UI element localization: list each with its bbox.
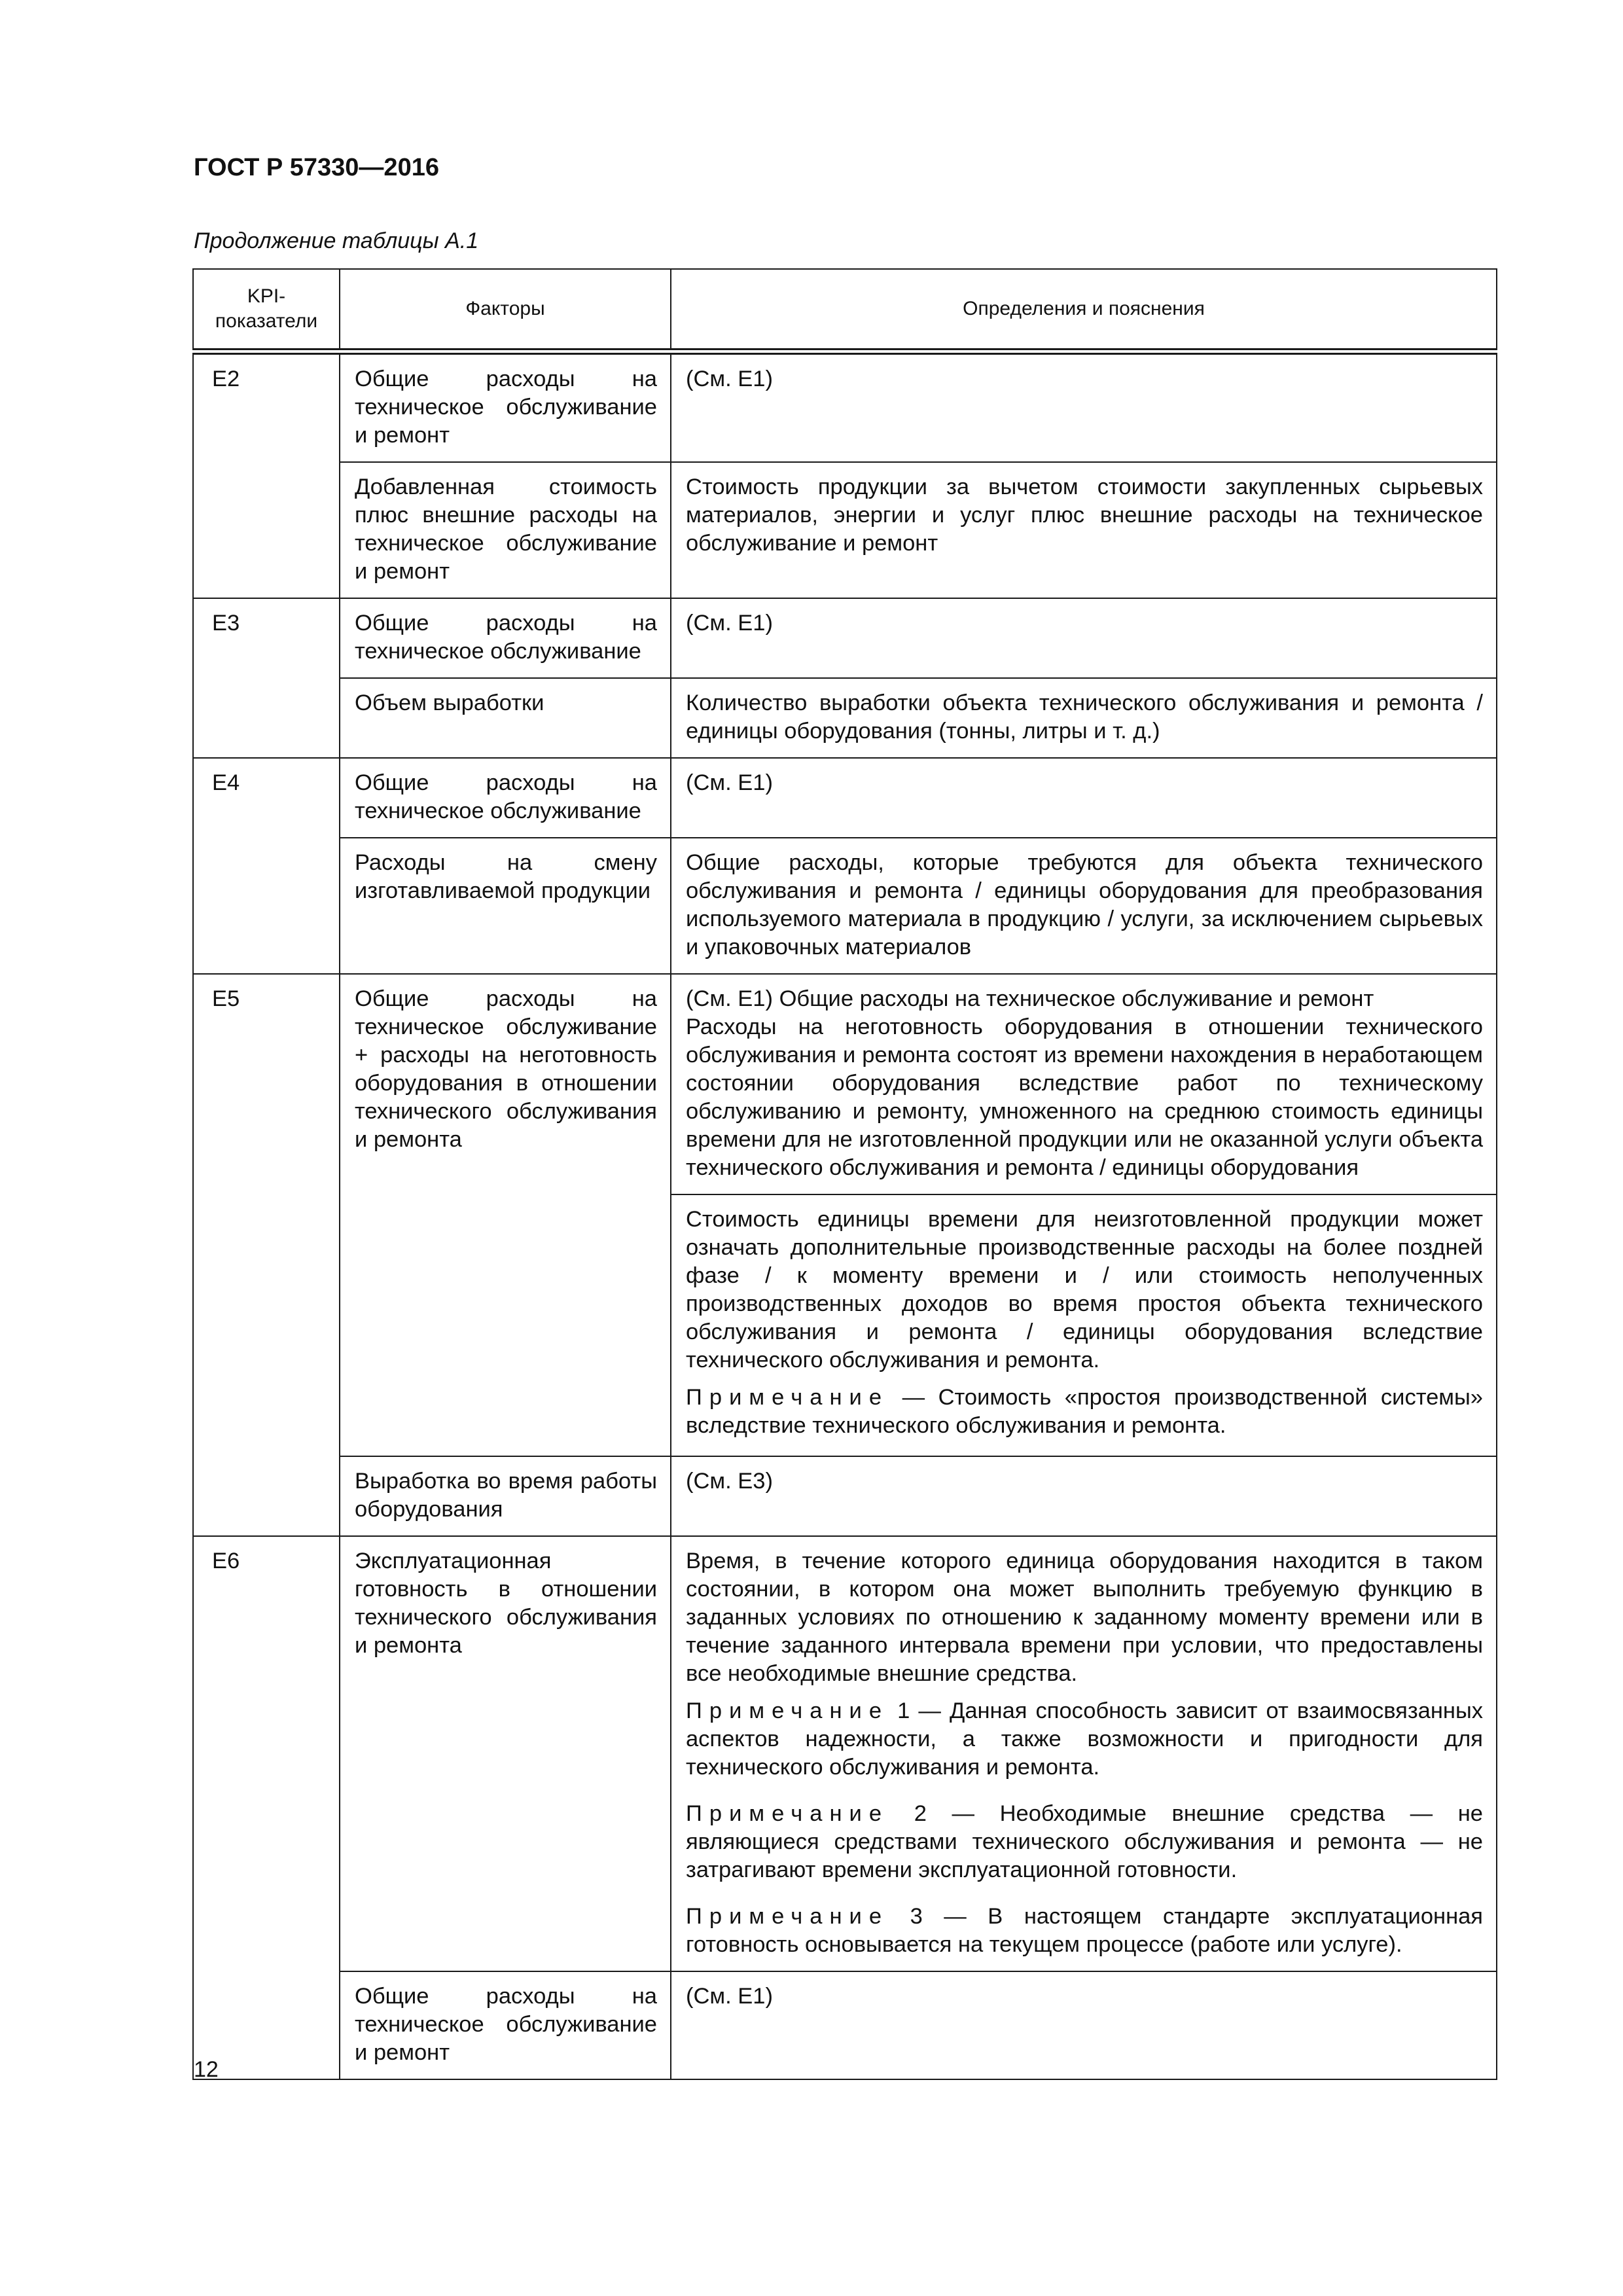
definition-text: Время, в течение которого единица оборудования находится в таком состоянии, в котором она может выполнить требуемую функцию в заданных условиях по отношению к заданному моменту времени или в течение заданного интервала времени при условии, что предоставлены все необходимые внешние средства. (686, 1549, 1483, 1686)
table-row (193, 838, 1497, 974)
definition-text: Стоимость единицы времени для неизготовленной продукции может означать дополнительные производственные расходы на более поздней фазе / к моменту времени и / или стоимость неполученных производственных доходов во время простоя объекта технического обслуживания и ремонта / единицы оборудования вследствие технического обслуживания и ремонта. (686, 1207, 1483, 1372)
factor-cell: Расходы на смену изготавливаемой продукции (340, 838, 671, 974)
factor-cell: Общие расходы на техническое обслуживание (340, 598, 671, 678)
definition-text: (См. Е1) Общие расходы на техническое обслуживание и ремонт (686, 986, 1374, 1011)
definition-text: (См. Е1) (686, 770, 773, 795)
definition-cell (671, 838, 1497, 974)
definition-text: Расходы на неготовность оборудования в отношении технического обслуживания и ремонта состоят из времени нахождения в неработающем состоянии оборудования вследствие работ по техническому обслуживанию и ремонту, умноженного на среднюю стоимость единицы времени для не изготовленной продукции или не оказанной услуги объекта технического обслуживания и ремонта / единицы оборудования (686, 1014, 1483, 1180)
definition-text: Стоимость продукции за вычетом стоимости закупленных сырьевых материалов, энергии и услуг плюс внешние расходы на техническое обслуживание и ремонт (686, 475, 1483, 556)
factor-cell: Общие расходы на техническое обслуживание и ремонт (340, 351, 671, 462)
table-row (193, 598, 1497, 678)
table-row (193, 1536, 1497, 1971)
factor-cell: Эксплуатационная готовность в отношении технического обслуживания и ремонта (340, 1536, 671, 1971)
definition-cell (671, 1536, 1497, 1971)
kpi-cell: Е4 (193, 758, 340, 974)
factor-cell: Добавленная стоимость плюс внешние расходы на техническое обслуживание и ремонт (340, 462, 671, 598)
note-text: 3 — В настоящем стандарте эксплуатационная готовность основывается на текущем процессе (работе или услуге). (686, 1904, 1483, 1957)
table-row (193, 351, 1497, 462)
definition-text: (См. Е3) (686, 1469, 773, 1494)
definition-cell (671, 758, 1497, 838)
kpi-cell: Е3 (193, 598, 340, 758)
definition-text: (См. Е1) (686, 1984, 773, 2009)
definition-cell (671, 1456, 1497, 1536)
note-label: Примечание (686, 1904, 889, 1929)
table-row (193, 462, 1497, 598)
definition-cell (671, 974, 1497, 1194)
page-number: 12 (194, 2057, 219, 2082)
definition-text: (См. Е1) (686, 367, 773, 391)
note-label: Примечание (686, 1801, 889, 1826)
factor-cell: Общие расходы на техническое обслуживание и ремонт (340, 1971, 671, 2079)
table-body (193, 351, 1497, 2079)
table-row (193, 678, 1497, 758)
column-header-definitions: Определения и пояснения (671, 269, 1497, 351)
definition-cell (671, 462, 1497, 598)
note-paragraph (686, 1384, 1483, 1440)
note-paragraph (686, 1800, 1483, 1884)
note-label: Примечание (686, 1385, 889, 1410)
definition-cell (671, 598, 1497, 678)
definition-cell (671, 1194, 1497, 1456)
note-text: 2 — Необходимые внешние средства — не являющиеся средствами технического обслуживания и ремонта — не затрагивают времени эксплуатационной готовности. (686, 1801, 1483, 1882)
table-row (193, 1971, 1497, 2079)
kpi-cell: Е2 (193, 351, 340, 598)
note-text: — Стоимость «простоя производственной системы» вследствие технического обслуживания и ремонта. (686, 1385, 1483, 1438)
definition-text: (См. Е1) (686, 611, 773, 636)
definition-text: Количество выработки объекта технического обслуживания и ремонта / единицы оборудования (тонны, литры и т. д.) (686, 691, 1483, 744)
column-header-kpi: KPI-показатели (193, 269, 340, 351)
kpi-table (192, 268, 1497, 2080)
document-code: ГОСТ Р 57330—2016 (194, 154, 439, 181)
note-paragraph (686, 1697, 1483, 1782)
factor-cell: Объем выработки (340, 678, 671, 758)
table-header (193, 269, 1497, 351)
kpi-cell: Е5 (193, 974, 340, 1536)
factor-cell: Общие расходы на техническое обслуживание (340, 758, 671, 838)
definition-cell (671, 1971, 1497, 2079)
factor-cell: Выработка во время работы оборудования (340, 1456, 671, 1536)
table-row (193, 974, 1497, 1194)
note-paragraph (686, 1903, 1483, 1959)
table-row (193, 1456, 1497, 1536)
table-row (193, 758, 1497, 838)
factor-cell: Общие расходы на техническое обслуживание + расходы на неготовность оборудования в отношении технического обслуживания и ремонта (340, 974, 671, 1456)
note-text: 1 — Данная способность зависит от взаимосвязанных аспектов надежности, а также возможности и пригодности для технического обслуживания и ремонта. (686, 1698, 1483, 1780)
kpi-cell: Е6 (193, 1536, 340, 2079)
note-label: Примечание (686, 1698, 889, 1723)
definition-cell (671, 351, 1497, 462)
table-caption: Продолжение таблицы А.1 (194, 228, 479, 253)
definition-cell (671, 678, 1497, 758)
column-header-factors: Факторы (340, 269, 671, 351)
header-row (193, 269, 1497, 351)
definition-text: Общие расходы, которые требуются для объекта технического обслуживания и ремонта / единицы оборудования для преобразования используемого материала в продукцию / услуги, за исключением сырьевых и упаковочных материалов (686, 850, 1483, 960)
